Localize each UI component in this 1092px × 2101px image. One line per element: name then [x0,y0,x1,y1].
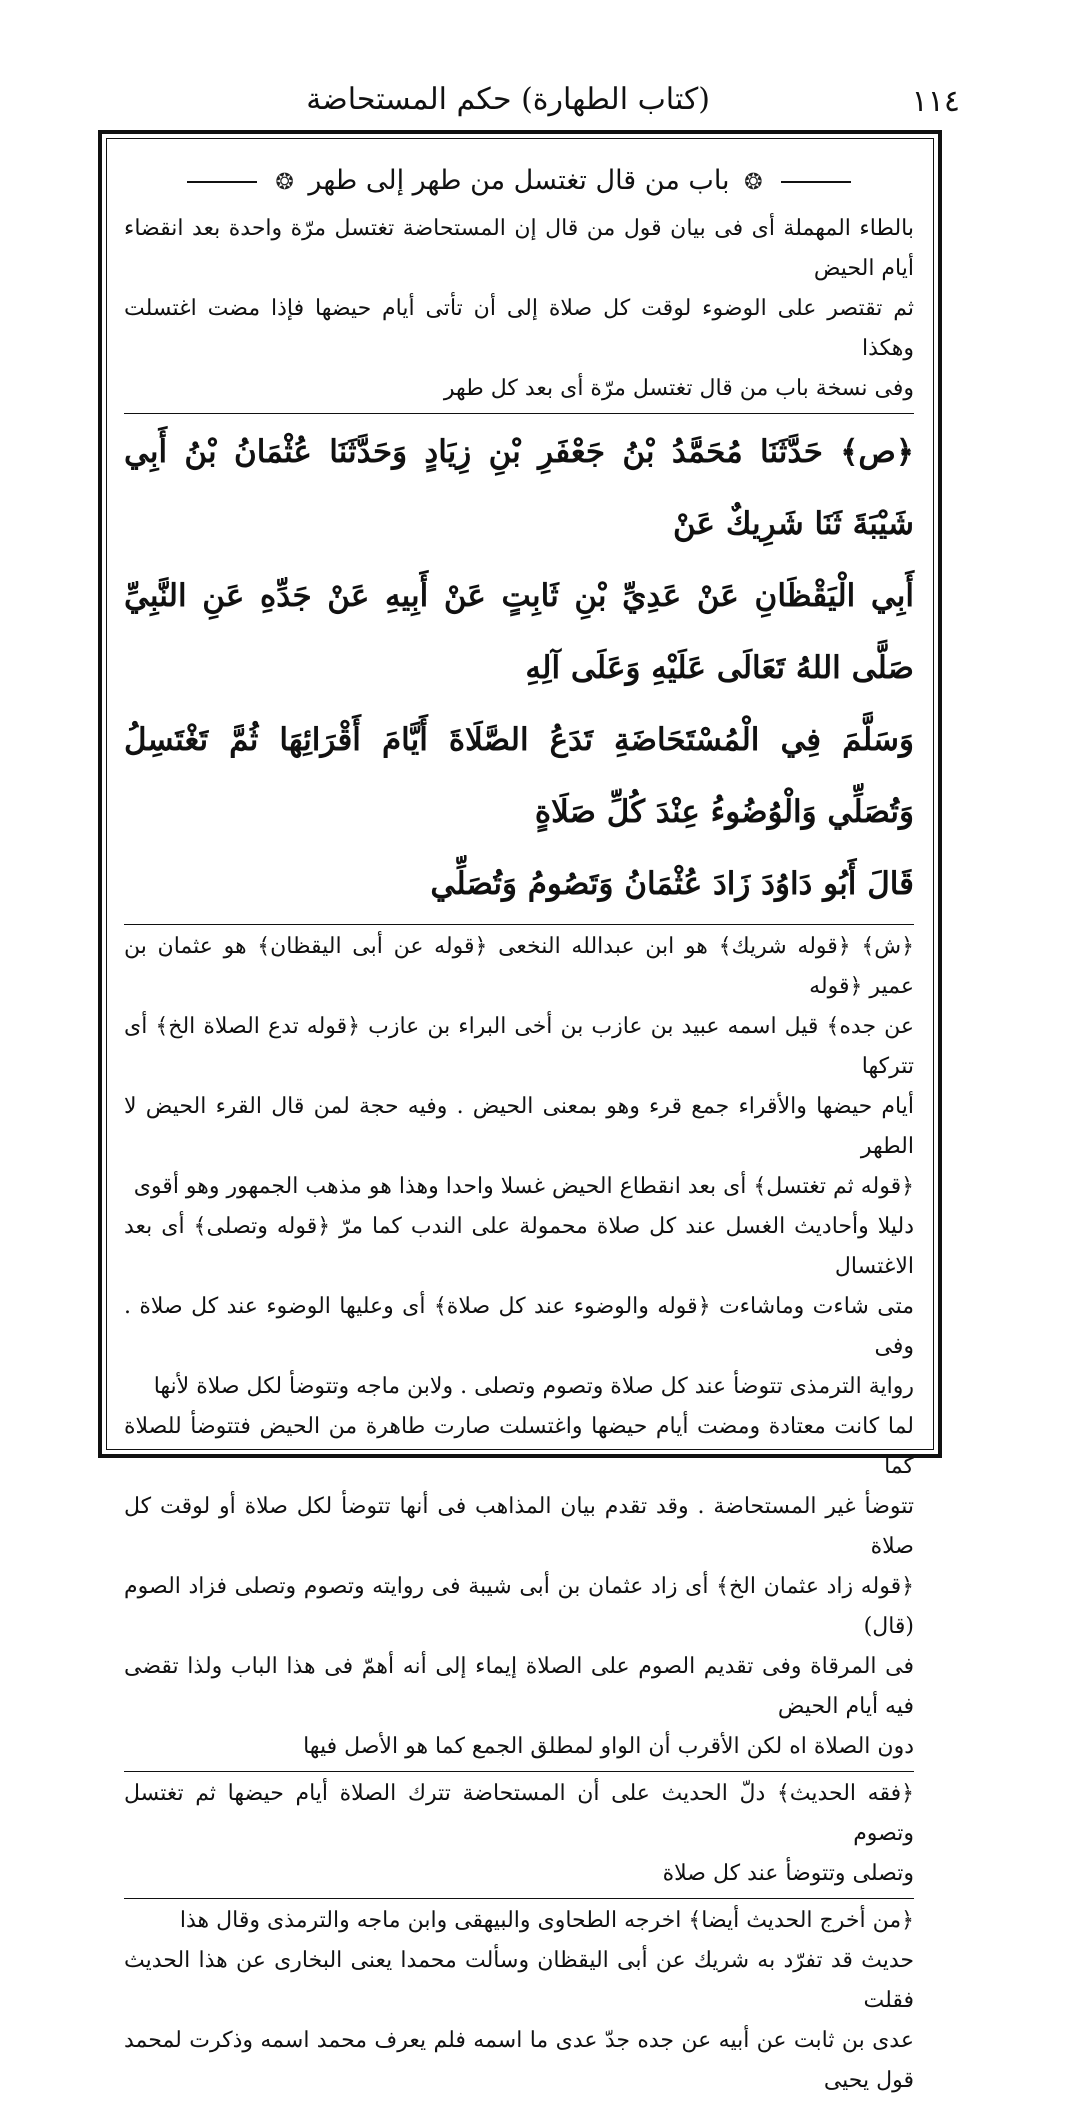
section-divider [124,1771,914,1772]
fiqh-section [124,1774,914,1894]
intro-section [124,209,914,409]
chapter-title: باب من قال تغتسل من طهر إلى طهر [308,165,730,196]
fiqh-line: وتصلى وتتوضأ عند كل صلاة [662,1861,914,1886]
fiqh-line: ﴿فقه الحديث﴾ دلّ الحديث على أن المستحاضة تترك الصلاة أيام حيضها ثم تغتسل وتصوم [124,1781,914,1846]
matn-section [124,416,914,920]
ornament-left-icon: ❂ [275,170,294,195]
takhrij-line: ﴿من أخرج الحديث أيضا﴾ اخرجه الطحاوى والبيهقى وابن ماجه والترمذى وقال هذا [179,1908,914,1933]
sharh-line: أيام حيضها والأقراء جمع قرء وهو بمعنى الحيض . وفيه حجة لمن قال القرء الحيض لا الطهر [124,1094,914,1159]
chapter-heading [124,155,914,209]
sharh-section [124,927,914,1767]
page-header [120,78,960,128]
intro-line: ثم تقتصر على الوضوء لوقت كل صلاة إلى أن تأتى أيام حيضها فإذا مضت اغتسلت وهكذا [124,296,914,361]
matn-line: وَسَلَّمَ فِي الْمُسْتَحَاضَةِ تَدَعُ الصَّلَاةَ أَيَّامَ أَقْرَائِهَا ثُمَّ تَغْتَسِلُ وَتُصَلِّي وَالْوُضُوءُ عِنْدَ كُلِّ صَلَاةٍ [124,722,914,830]
heading-rule-left [187,181,257,183]
heading-rule-right [781,181,851,183]
takhrij-line: عدى بن ثابت عن أبيه عن جده جدّ عدى ما اسمه فلم يعرف محمد اسمه وذكرت لمحمد قول يحيى [124,2028,914,2093]
intro-line: وفى نسخة باب من قال تغتسل مرّة أى بعد كل طهر [443,376,914,401]
sharh-line: دليلا وأحاديث الغسل عند كل صلاة محمولة على الندب كما مرّ ﴿قوله وتصلى﴾ أى بعد الاغتسال [124,1214,914,1279]
sharh-line: لما كانت معتادة ومضت أيام حيضها واغتسلت صارت طاهرة من الحيض فتتوضأ للصلاة كما [124,1414,914,1479]
sharh-line: فى المرقاة وفى تقديم الصوم على الصلاة إيماء إلى أنه أهمّ فى هذا الباب ولذا تقضى فيه أيام الحيض [124,1654,914,1719]
takhrij-line: حديث قد تفرّد به شريك عن أبى اليقظان وسألت محمدا يعنى البخارى عن هذا الحديث فقلت [124,1948,914,2013]
matn-line: قَالَ أَبُو دَاوُدَ زَادَ عُثْمَانُ وَتَصُومُ وَتُصَلِّي [430,866,914,902]
intro-line: بالطاء المهملة أى فى بيان قول من قال إن المستحاضة تغتسل مرّة واحدة بعد انقضاء أيام الحيض [124,216,914,281]
page-number: ١١٤ [911,84,960,119]
matn-line: ﴿ص﴾ حَدَّثَنَا مُحَمَّدُ بْنُ جَعْفَرِ بْنِ زِيَادٍ وَحَدَّثَنَا عُثْمَانُ بْنُ أَبِي شَيْبَةَ ثَنَا شَرِيكٌ عَنْ [124,434,914,542]
running-title: (كتاب الطهارة) حكم المستحاضة [306,82,710,117]
sharh-line: ﴿قوله زاد عثمان الخ﴾ أى زاد عثمان بن أبى شيبة فى روايته وتصوم وتصلى فزاد الصوم (قال) [124,1574,914,1639]
page-content [124,155,914,2093]
section-divider [124,1898,914,1899]
ornament-right-icon: ❂ [744,170,763,195]
sharh-line: تتوضأ غير المستحاضة . وقد تقدم بيان المذاهب فى أنها تتوضأ لكل صلاة أو لوقت كل صلاة [124,1494,914,1559]
section-divider [124,413,914,414]
sharh-line: ﴿ش﴾ ﴿قوله شريك﴾ هو ابن عبدالله النخعى ﴿قوله عن أبى اليقظان﴾ هو عثمان بن عمير ﴿قوله [124,934,914,999]
matn-line: أَبِي الْيَقْظَانِ عَنْ عَدِيِّ بْنِ ثَابِتٍ عَنْ أَبِيهِ عَنْ جَدِّهِ عَنِ النَّبِيِّ صَلَّى اللهُ تَعَالَى عَلَيْهِ وَعَلَى آلِهِ [124,578,914,686]
sharh-line: دون الصلاة اه لكن الأقرب أن الواو لمطلق الجمع كما هو الأصل فيها [303,1734,914,1759]
sharh-line: رواية الترمذى تتوضأ عند كل صلاة وتصوم وتصلى . ولابن ماجه وتتوضأ لكل صلاة لأنها [153,1374,914,1399]
sharh-line: عن جده﴾ قيل اسمه عبيد بن عازب بن أخى البراء بن عازب ﴿قوله تدع الصلاة الخ﴾ أى تتركها [124,1014,914,1079]
sharh-line: ﴿قوله ثم تغتسل﴾ أى بعد انقطاع الحيض غسلا واحدا وهذا هو مذهب الجمهور وهو أقوى [133,1174,914,1199]
sharh-line: متى شاءت وماشاءت ﴿قوله والوضوء عند كل صلاة﴾ أى وعليها الوضوء عند كل صلاة . وفى [124,1294,914,1359]
takhrij-section [124,1901,914,2101]
section-divider [124,924,914,925]
